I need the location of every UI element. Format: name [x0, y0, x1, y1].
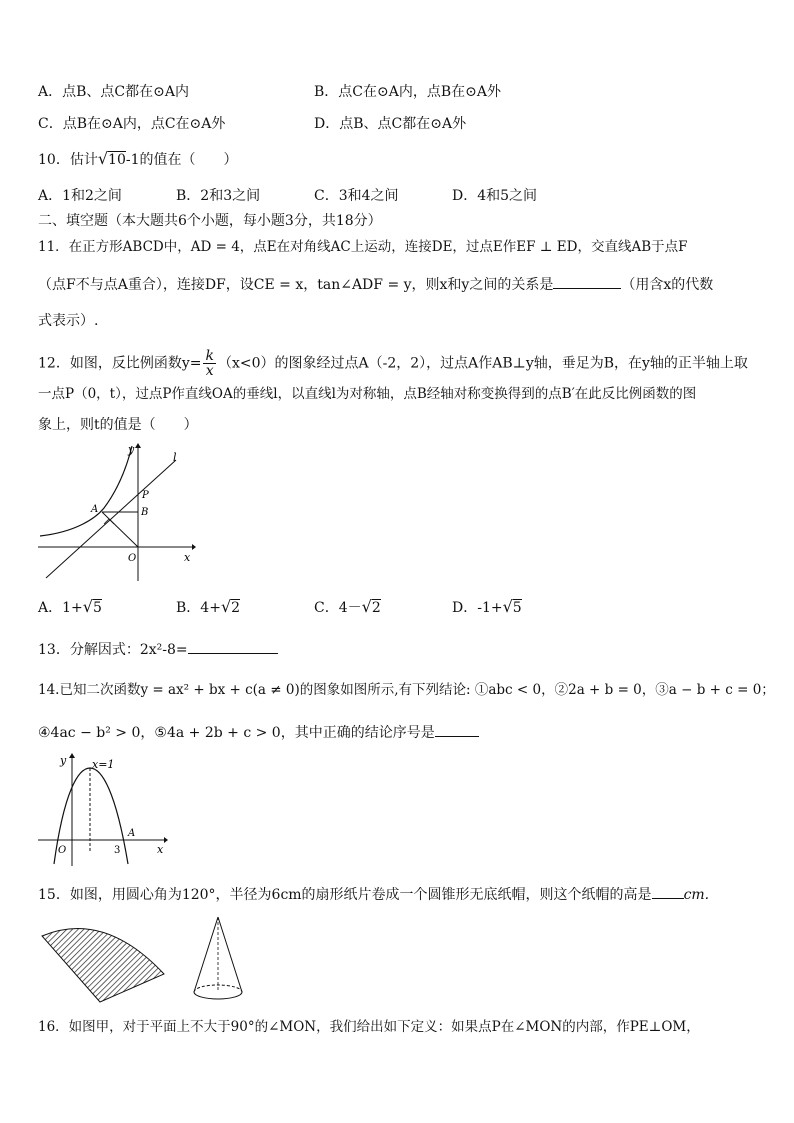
q11-answer-blank — [553, 274, 621, 289]
sqrt-symbol: √ — [361, 597, 372, 616]
sqrt-symbol: √ — [97, 149, 109, 168]
q13-text: 13．分解因式：2x²-8= — [38, 642, 188, 658]
q15-cone-left-edge — [194, 917, 218, 992]
q13 — [38, 639, 278, 660]
q12-option-a-radicand: 5 — [92, 600, 102, 616]
sqrt-symbol: √ — [82, 597, 93, 616]
q12-segment-ao — [102, 512, 138, 547]
q12-option-b — [176, 597, 240, 618]
q12-label-a: A — [91, 504, 99, 515]
q15-text-a: 15．如图，用圆心角为120°，半径为6cm的扇形纸片卷成一个圆锥形无底纸帽，则这个纸帽的高是 — [38, 887, 652, 903]
q12-option-d-prefix: D．-1+ — [452, 600, 503, 616]
q10-stem-suffix: -1的值在（ ） — [125, 152, 238, 168]
q15-sector — [42, 928, 164, 1002]
q11-line-1: 11．在正方形ABCD中，AD = 4，点E在对角线AC上运动，连接DE，过点E作EF ⊥ ED，交直线AB于点F — [38, 239, 688, 255]
q10-option-c: C．3和4之间 — [314, 188, 399, 204]
q10-stem — [38, 149, 238, 170]
q12-hyperbola — [40, 446, 132, 536]
q9-option-c: C．点B在⊙A内，点C在⊙A外 — [38, 116, 226, 132]
q14-label-a: A — [128, 828, 136, 839]
q14-line-2-text: ④4ac − b² > 0，⑤4a + 2b + c > 0，其中正确的结论序号是 — [38, 725, 435, 741]
q10-option-a: A．1和2之间 — [38, 188, 122, 204]
q15-cone-right-edge — [218, 917, 242, 992]
q14-line-1: 14.已知二次函数y = ax² + bx + c(a ≠ 0)的图象如图所示,有下列结论: ①abc < 0，②2a + b = 0，③a − b + c = 0； — [38, 682, 775, 698]
q10-option-d: D．4和5之间 — [452, 188, 538, 204]
q15-answer-blank — [652, 884, 684, 899]
q12-option-b-prefix: B．4+ — [176, 600, 221, 616]
q14-answer-blank — [435, 722, 479, 737]
q14-line-2 — [38, 722, 479, 743]
q12-label-x: x — [184, 551, 191, 564]
q11-line-2 — [38, 274, 713, 295]
q14-label-axis: x=1 — [92, 758, 115, 771]
section-heading: 二、填空题（本大题共6个小题，每小题3分，共18分） — [38, 213, 382, 229]
q11-line-2-a: （点F不与点A重合），连接DF，设CE = x，tan∠ADF = y，则x和y之间的关系是 — [38, 277, 554, 293]
q12-line-l — [46, 460, 176, 578]
q12-line-1 — [38, 349, 748, 378]
q12-line-1-a: 12．如图，反比例函数y= — [38, 355, 202, 372]
q15-cone-base-front — [194, 992, 242, 999]
q15-cone-figure — [190, 914, 248, 1006]
q12-x-arrow — [192, 544, 196, 550]
q14-y-arrow — [69, 753, 75, 758]
q11-line-2-b: （用含x的代数 — [621, 277, 714, 293]
q12-option-c-radicand: 2 — [371, 600, 381, 616]
q12-figure — [36, 440, 196, 582]
q11-line-3: 式表示）. — [38, 313, 99, 329]
q9-option-d: D．点B、点C都在⊙A外 — [314, 116, 467, 132]
sqrt-symbol: √ — [502, 597, 513, 616]
q16-line-1: 16．如图甲，对于平面上不大于90°的∠MON，我们给出如下定义：如果点P在∠MON的内部，作PE⊥OM， — [38, 1019, 700, 1035]
q12-fraction — [203, 349, 215, 378]
sqrt-symbol: √ — [220, 597, 232, 616]
q12-label-o: O — [128, 553, 137, 564]
q12-option-a — [38, 597, 102, 618]
q12-label-p: P — [142, 490, 149, 501]
q12-option-c-prefix: C．4－ — [314, 600, 362, 616]
q12-option-d — [452, 597, 522, 618]
q14-label-three: 3 — [114, 845, 121, 856]
q12-option-a-prefix: A．1+ — [38, 600, 83, 616]
q15-text-b: cm. — [683, 887, 710, 903]
q12-y-arrow — [135, 443, 141, 448]
q12-label-y: y — [128, 443, 135, 456]
q13-answer-blank — [188, 639, 278, 654]
q12-fraction-denominator: x — [205, 363, 214, 379]
q10-option-b: B．2和3之间 — [176, 188, 261, 204]
q9-option-b: B．点C在⊙A内，点B在⊙A外 — [314, 84, 501, 100]
q14-figure — [36, 752, 170, 868]
q14-label-o: O — [58, 845, 67, 856]
q10-radicand: 10 — [108, 152, 126, 168]
q9-option-a: A．点B、点C都在⊙A内 — [38, 84, 189, 100]
q12-option-b-radicand: 2 — [231, 600, 241, 616]
q12-label-l: l — [173, 451, 177, 464]
q14-label-x: x — [157, 843, 164, 856]
q12-line-1-b: （x<0）的图象经过点A（-2，2），过点A作AB⊥y轴，垂足为B，在y轴的正半轴上取 — [217, 355, 748, 372]
q15-sector-figure — [38, 918, 168, 1004]
q12-right-angle-mark — [104, 519, 114, 524]
q12-option-d-radicand: 5 — [512, 600, 522, 616]
q12-fraction-numerator: k — [205, 348, 214, 364]
q14-x-arrow — [164, 837, 168, 843]
q14-label-y: y — [60, 754, 67, 767]
q12-line-2: 一点P（0，t），过点P作直线OA的垂线l，以直线l为对称轴，点B经轴对称变换得到的点B′在此反比例函数的图 — [38, 386, 697, 402]
q12-option-c — [314, 597, 381, 618]
q10-stem-prefix: 10．估计 — [38, 152, 98, 168]
q15 — [38, 884, 709, 905]
q12-line-3: 象上，则t的值是（ ） — [38, 417, 198, 433]
q12-label-b: B — [141, 507, 149, 518]
